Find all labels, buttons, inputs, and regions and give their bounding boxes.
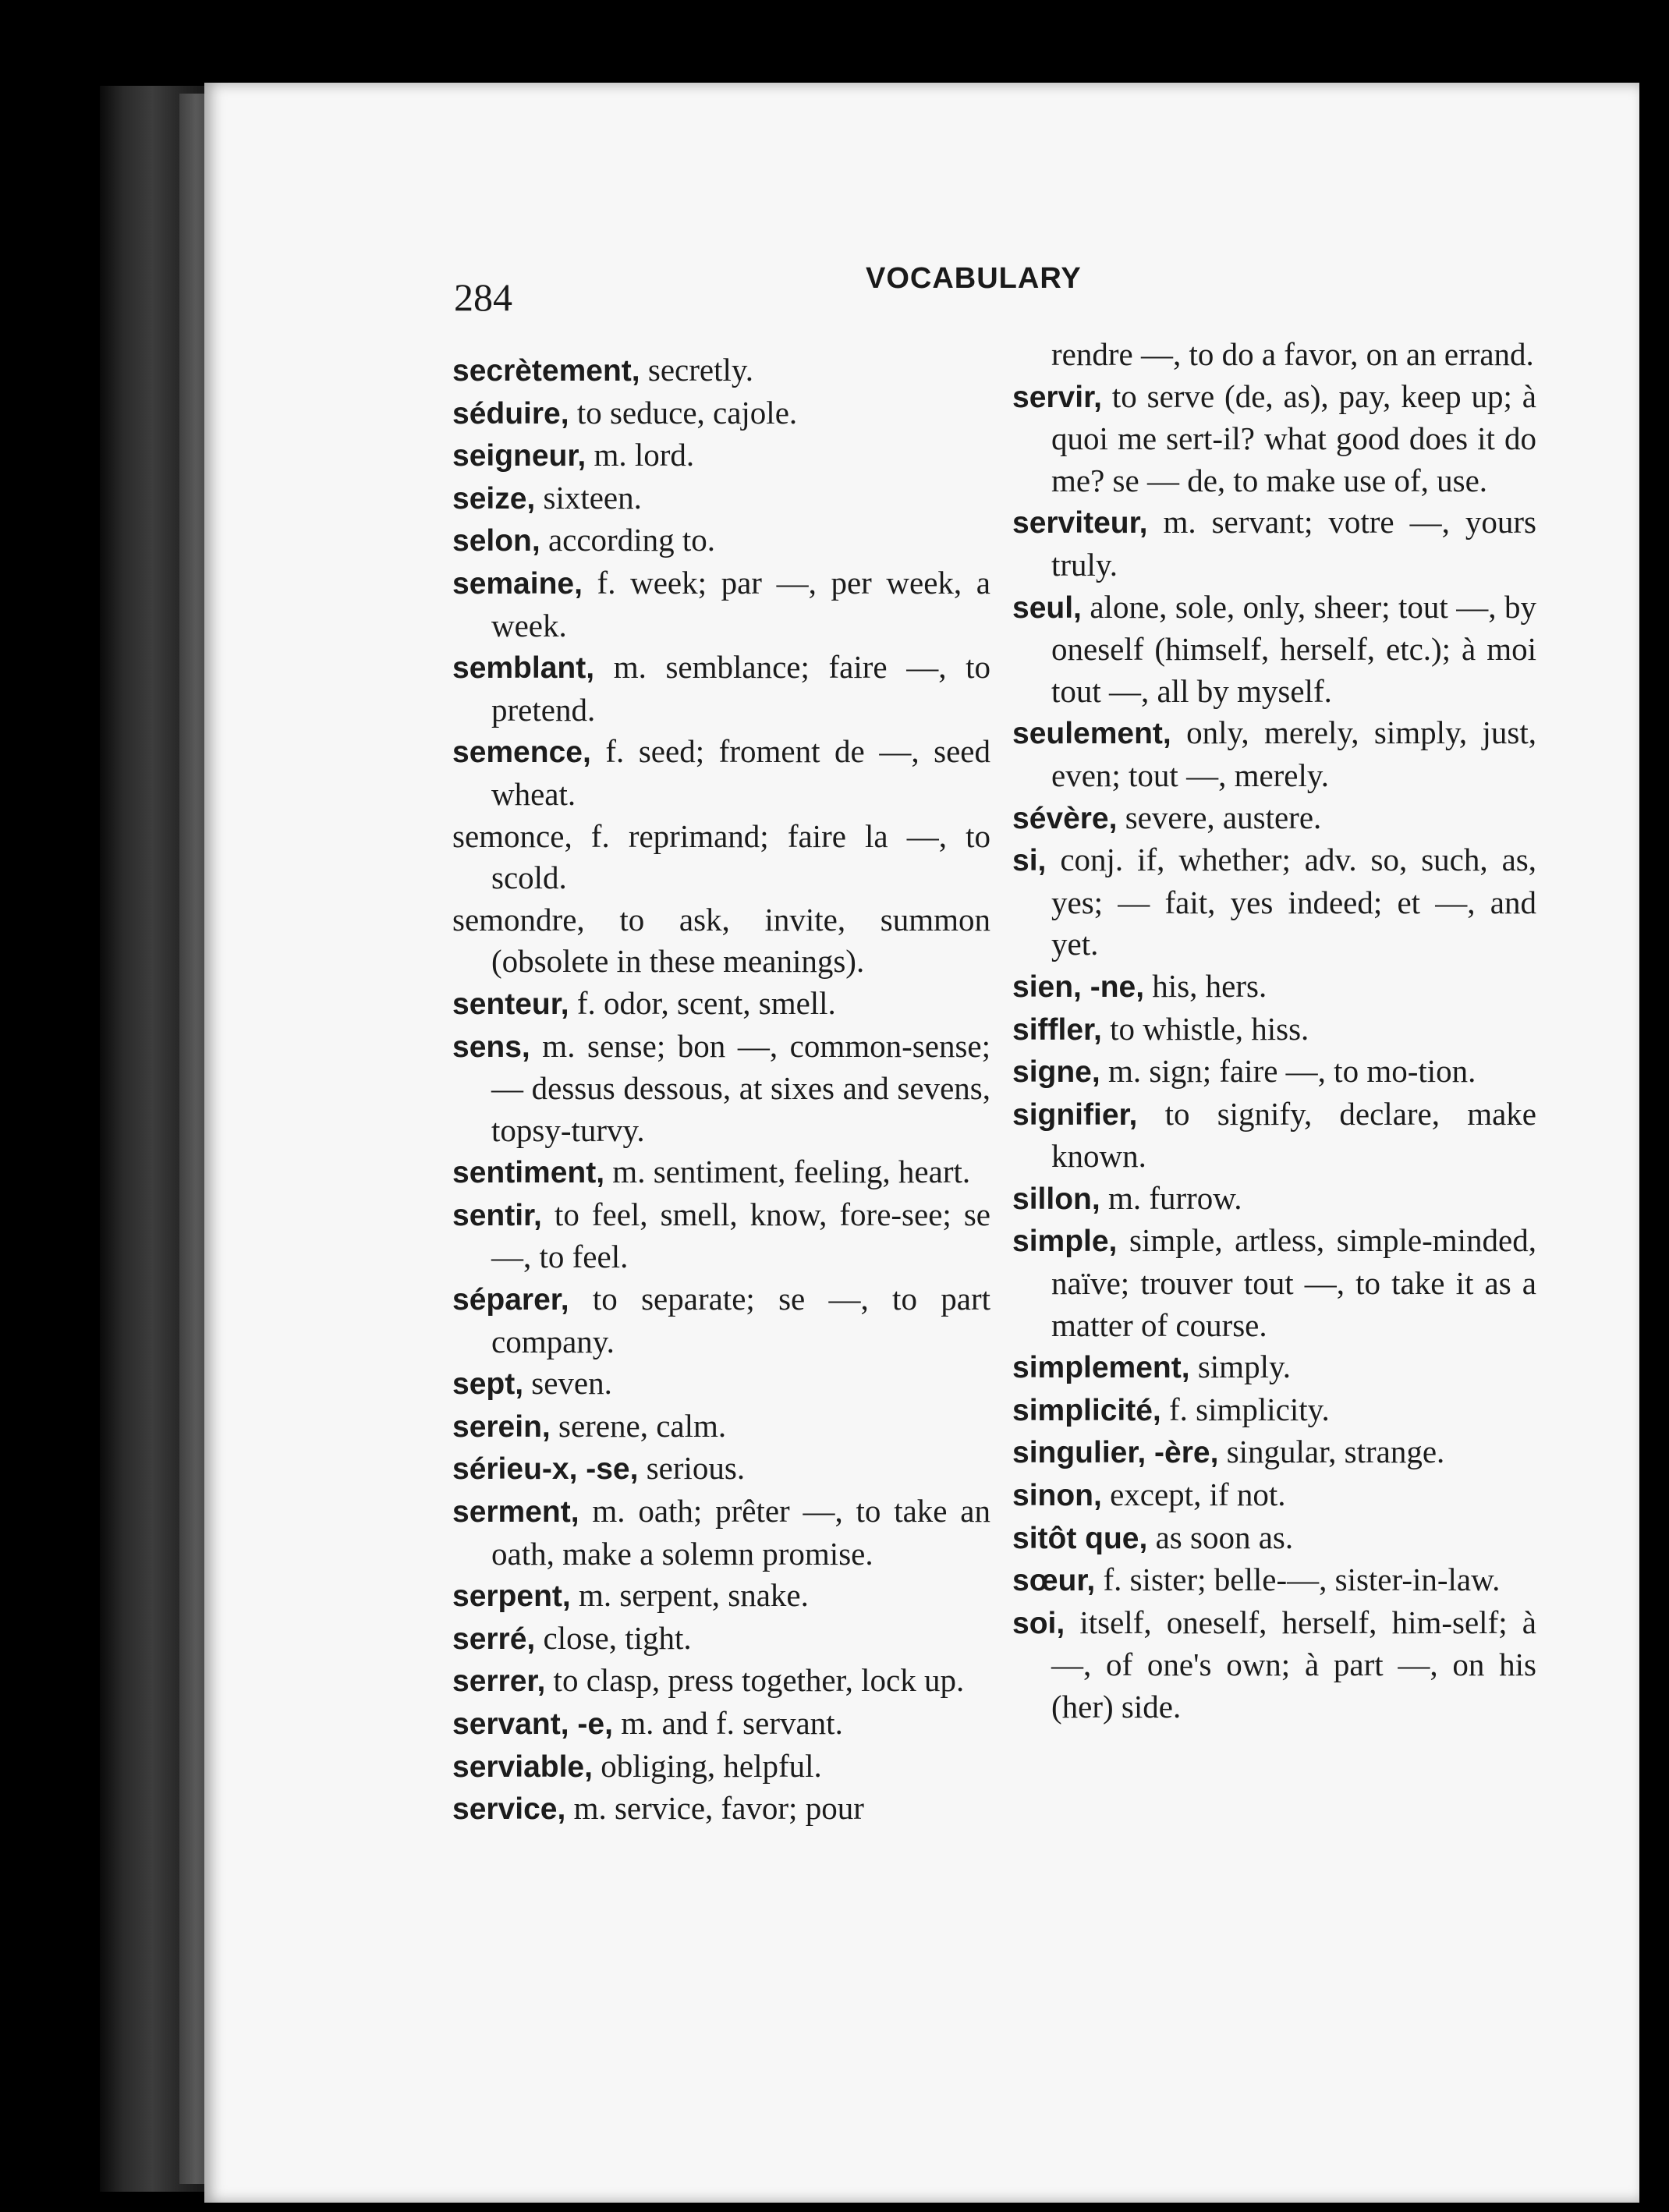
vocab-entry xyxy=(1012,376,1536,502)
entry-headword: singulier, -ère, xyxy=(1012,1436,1219,1470)
entry-headword: simplement, xyxy=(1012,1351,1190,1385)
entry-headword: servant, -e, xyxy=(452,1707,613,1741)
entry-headword: sœur, xyxy=(1012,1564,1096,1598)
vocab-entry xyxy=(1012,1431,1536,1474)
entry-definition: m. serpent, snake. xyxy=(570,1577,809,1614)
vocab-entry xyxy=(1012,1517,1536,1560)
entry-definition: sixteen. xyxy=(535,479,642,516)
vocab-entry xyxy=(452,1448,990,1491)
entry-headword: sinon, xyxy=(1012,1479,1102,1513)
entry-definition: m. sign; faire —, to mo-tion. xyxy=(1100,1053,1476,1090)
entry-definition: to clasp, press together, lock up. xyxy=(545,1662,965,1699)
vocab-entry xyxy=(452,1618,990,1661)
entry-definition: secretly. xyxy=(640,352,753,388)
entry-definition: his, hers. xyxy=(1144,967,1267,1004)
running-head: VOCABULARY xyxy=(866,262,1082,295)
entry-headword: secrètement, xyxy=(452,354,640,388)
vocab-entry xyxy=(452,816,990,899)
vocab-entry xyxy=(1012,797,1536,840)
vocab-entry xyxy=(452,519,990,562)
entry-headword: sens, xyxy=(452,1030,530,1064)
entry-definition: only, merely, simply, just, even; tout —, merely. xyxy=(1051,714,1536,793)
entry-definition: severe, austere. xyxy=(1117,799,1322,835)
vocab-entry xyxy=(1012,1220,1536,1346)
entry-definition: serious. xyxy=(638,1450,746,1487)
entry-definition: m. oath; prêter —, to take an oath, make a solemn promise. xyxy=(491,1493,990,1572)
entry-headword: séparer, xyxy=(452,1283,569,1317)
entry-definition: m. service, favor; pour xyxy=(565,1790,864,1827)
entry-definition: seven. xyxy=(523,1365,612,1402)
entry-definition: f. seed; froment de —, seed wheat. xyxy=(491,733,990,812)
vocab-entry xyxy=(452,392,990,435)
continued-entry: rendre —, to do a favor, on an errand. xyxy=(1051,336,1534,372)
entry-headword: séduire, xyxy=(452,396,569,431)
entry-definition: m. sense; bon —, common-sense; — dessus dessous, at sixes and sevens, topsy-turvy. xyxy=(491,1027,990,1148)
vocab-entry xyxy=(1012,1094,1536,1178)
vocab-entry xyxy=(452,647,990,731)
left-column xyxy=(452,349,990,1831)
vocab-entry xyxy=(1012,1389,1536,1432)
entry-definition: close, tight. xyxy=(535,1619,692,1656)
entry-definition: to serve (de, as), pay, keep up; à quoi me sert-il? what good does it do me? se — de, to make use of, use. xyxy=(1051,378,1536,498)
entry-headword: serviable, xyxy=(452,1749,593,1784)
vocab-entry xyxy=(1012,1051,1536,1094)
entry-definition: m. sentiment, feeling, heart. xyxy=(604,1154,971,1190)
vocab-entry xyxy=(1012,1602,1536,1728)
entry-definition: simply. xyxy=(1189,1349,1292,1385)
vocab-entry xyxy=(452,349,990,392)
vocab-entry xyxy=(1012,1474,1536,1517)
entry-definition: except, if not. xyxy=(1101,1476,1286,1513)
entry-definition: conj. if, whether; adv. so, such, as, yes; — fait, yes indeed; et —, and yet. xyxy=(1046,842,1536,962)
vocab-entry xyxy=(452,477,990,520)
entry-headword: simple, xyxy=(1012,1225,1118,1259)
entry-headword: seize, xyxy=(452,481,536,516)
entry-headword: serment, xyxy=(452,1495,579,1530)
entry-definition: obliging, helpful. xyxy=(592,1747,822,1784)
entry-definition: f. odor, scent, smell. xyxy=(569,984,836,1021)
entry-headword: serrer, xyxy=(452,1664,546,1699)
vocab-entry xyxy=(452,899,990,983)
vocab-entry xyxy=(1012,502,1536,586)
entry-headword: sien, -ne, xyxy=(1012,970,1145,1004)
entry-definition: according to. xyxy=(540,522,715,558)
vocab-entry xyxy=(452,731,990,815)
entry-headword: semaine, xyxy=(452,566,583,601)
entry-definition: serene, calm. xyxy=(550,1407,727,1444)
entry-headword: signe, xyxy=(1012,1055,1100,1090)
entry-definition: f. sister; belle-—, sister-in-law. xyxy=(1095,1562,1501,1598)
entry-headword: serpent, xyxy=(452,1579,571,1614)
entry-headword: sitôt que, xyxy=(1012,1521,1148,1555)
vocab-entry xyxy=(452,1788,990,1831)
vocab-entry xyxy=(452,1151,990,1194)
entry-definition: to signify, declare, make known. xyxy=(1051,1095,1536,1175)
vocab-entry xyxy=(1012,712,1536,796)
vocab-entry xyxy=(1012,1009,1536,1051)
entry-definition: f. simplicity. xyxy=(1161,1391,1330,1427)
entry-definition: m. furrow. xyxy=(1100,1179,1242,1216)
entry-headword: seul, xyxy=(1012,590,1082,625)
entry-definition: as soon as. xyxy=(1147,1519,1294,1555)
vocab-entry xyxy=(452,1406,990,1448)
entry-definition: alone, sole, only, sheer; tout —, by oneself (himself, herself, etc.); à moi tout —, all by myself. xyxy=(1051,588,1536,709)
entry-headword: simplicité, xyxy=(1012,1393,1161,1427)
entry-headword: seulement, xyxy=(1012,717,1171,751)
vocab-entry xyxy=(452,1278,990,1363)
entry-headword: selon, xyxy=(452,524,540,558)
vocab-entry xyxy=(1012,1346,1536,1389)
entry-headword: senteur, xyxy=(452,987,569,1021)
entry-definition: singular, strange. xyxy=(1218,1434,1445,1470)
entry-definition: semonce, f. reprimand; faire la —, to scold. xyxy=(452,817,990,896)
vocab-entry xyxy=(452,1491,990,1575)
entry-headword: semblant, xyxy=(452,651,595,686)
entry-headword: sentir, xyxy=(452,1198,542,1232)
page-number: 284 xyxy=(454,275,512,319)
entry-headword: signifier, xyxy=(1012,1097,1138,1132)
vocab-entry xyxy=(452,1194,990,1278)
vocab-entry xyxy=(1012,1559,1536,1602)
entry-definition: itself, oneself, herself, him-self; à —, of one's own; à part —, on his (her) side. xyxy=(1051,1604,1536,1725)
entry-definition: m. and f. servant. xyxy=(612,1705,843,1741)
entry-definition: to seduce, cajole. xyxy=(569,394,798,431)
entry-headword: servir, xyxy=(1012,380,1102,414)
entry-headword: semence, xyxy=(452,736,591,770)
entry-definition: simple, artless, simple-minded, naïve; trouver tout —, to take it as a matter of course. xyxy=(1051,1222,1536,1343)
vocab-entry xyxy=(1012,587,1536,713)
vocab-entry xyxy=(452,1746,990,1788)
entry-headword: seigneur, xyxy=(452,439,586,473)
entry-headword: si, xyxy=(1012,844,1047,878)
entry-definition: f. week; par —, per week, a week. xyxy=(491,564,990,643)
entry-definition: m. lord. xyxy=(586,437,695,473)
vocab-entry xyxy=(452,983,990,1026)
entry-headword: serré, xyxy=(452,1622,536,1656)
entry-headword: sept, xyxy=(452,1367,524,1402)
vocab-entry xyxy=(1012,839,1536,966)
entry-headword: siffler, xyxy=(1012,1012,1102,1047)
vocab-entry xyxy=(1012,1178,1536,1221)
vocab-entry xyxy=(452,1703,990,1746)
vocab-entry xyxy=(452,562,990,647)
entry-definition: to separate; se —, to part company. xyxy=(491,1281,990,1359)
vocab-entry xyxy=(452,1026,990,1152)
entry-headword: sillon, xyxy=(1012,1182,1100,1216)
entry-definition: m. servant; votre —, yours truly. xyxy=(1051,504,1536,583)
entry-definition: to feel, smell, know, fore-see; se —, to feel. xyxy=(491,1196,990,1275)
vocab-entry xyxy=(452,434,990,477)
entry-headword: sentiment, xyxy=(452,1156,605,1190)
vocab-entry xyxy=(452,1660,990,1703)
entry-definition: m. semblance; faire —, to pretend. xyxy=(491,649,990,728)
entry-headword: service, xyxy=(452,1792,566,1827)
vocab-entry xyxy=(452,1363,990,1406)
entry-headword: serein, xyxy=(452,1409,551,1444)
entry-headword: sévère, xyxy=(1012,801,1118,835)
entry-definition: to whistle, hiss. xyxy=(1101,1010,1309,1047)
entry-headword: soi, xyxy=(1012,1606,1065,1640)
right-column xyxy=(1012,334,1536,1728)
entry-headword: serviteur, xyxy=(1012,506,1148,541)
entry-definition: semondre, to ask, invite, summon (obsolete in these meanings). xyxy=(452,901,990,980)
vocab-entry xyxy=(1012,966,1536,1009)
entry-headword: sérieu-x, -se, xyxy=(452,1452,639,1487)
vocab-entry xyxy=(452,1575,990,1618)
